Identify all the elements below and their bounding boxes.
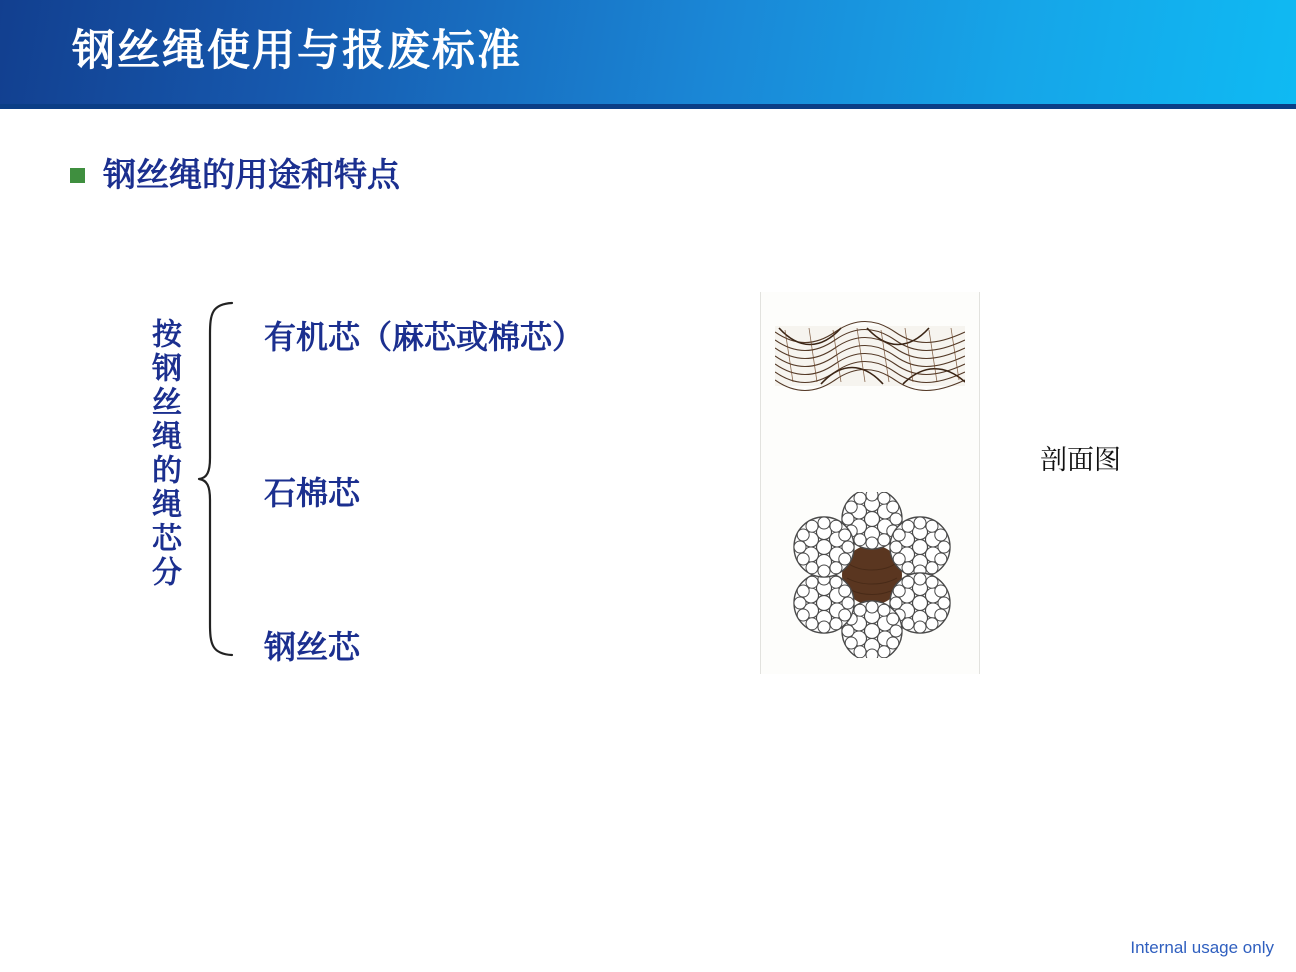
classification-vertical-label: 按钢丝绳的绳芯分	[147, 318, 180, 590]
brace-icon	[196, 300, 236, 658]
title-bar-underline	[0, 104, 1296, 109]
page-title: 钢丝绳使用与报废标准	[72, 27, 522, 75]
wire-rope-photo	[760, 292, 980, 674]
bullet-heading	[70, 155, 400, 195]
rope-cross-section-illustration	[789, 492, 955, 658]
rope-side-view-illustration	[775, 320, 965, 392]
bullet-heading-label: 钢丝绳的用途和特点	[103, 156, 400, 193]
square-bullet-icon	[70, 168, 85, 183]
photo-caption: 剖面图	[1040, 445, 1121, 475]
footer-usage-note: Internal usage only	[1130, 938, 1274, 957]
branch-label-steel-core: 钢丝芯	[264, 629, 361, 665]
branch-label-asbestos-core: 石棉芯	[264, 475, 361, 511]
branch-label-organic-core: 有机芯（麻芯或棉芯）	[264, 319, 585, 355]
